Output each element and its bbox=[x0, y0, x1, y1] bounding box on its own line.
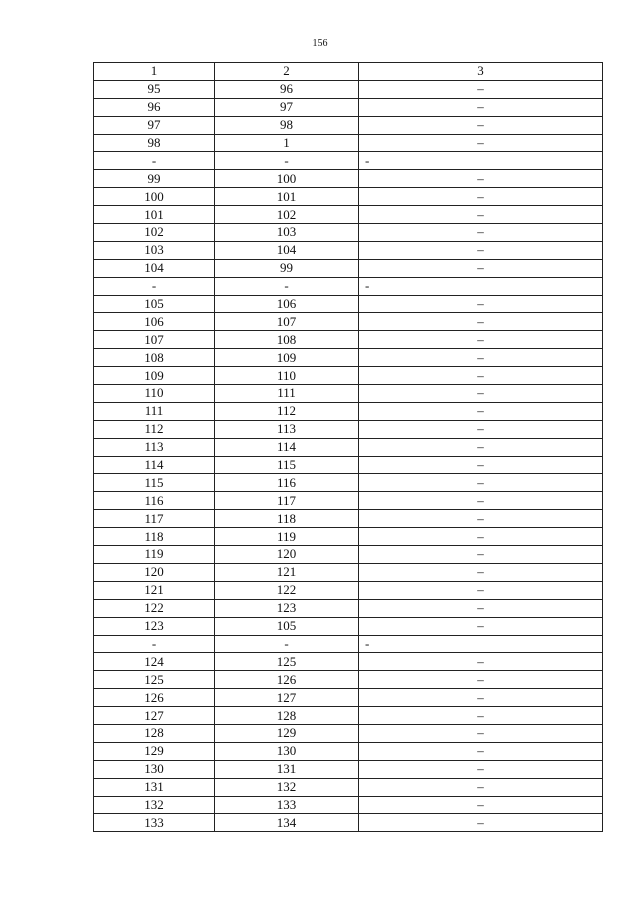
table-cell-col3: – bbox=[359, 259, 603, 277]
table-row bbox=[94, 599, 603, 617]
table-cell-col3: – bbox=[359, 224, 603, 242]
table-cell-col3: – bbox=[359, 188, 603, 206]
table-row bbox=[94, 456, 603, 474]
table-cell-col2: 120 bbox=[215, 546, 359, 564]
table-cell-col1: 131 bbox=[94, 778, 215, 796]
table-row bbox=[94, 349, 603, 367]
table-body bbox=[94, 80, 603, 831]
table-cell-col3: – bbox=[359, 796, 603, 814]
table-row bbox=[94, 188, 603, 206]
table-cell-col2: 132 bbox=[215, 778, 359, 796]
table-cell-col3: – bbox=[359, 241, 603, 259]
table-row bbox=[94, 492, 603, 510]
table-cell-col1: 96 bbox=[94, 98, 215, 116]
table-cell-col2: 105 bbox=[215, 617, 359, 635]
table-cell-col3: – bbox=[359, 313, 603, 331]
table-cell-col3: – bbox=[359, 134, 603, 152]
table-cell-col3: – bbox=[359, 528, 603, 546]
table-cell-col1: 129 bbox=[94, 742, 215, 760]
table-row bbox=[94, 385, 603, 403]
table-cell-col3: – bbox=[359, 80, 603, 98]
table-cell-col1: 132 bbox=[94, 796, 215, 814]
table-cell-col2: 128 bbox=[215, 707, 359, 725]
table-cell-col1: 114 bbox=[94, 456, 215, 474]
table-row bbox=[94, 206, 603, 224]
table-cell-col1: - bbox=[94, 277, 215, 295]
table-row bbox=[94, 742, 603, 760]
table-cell-col2: 112 bbox=[215, 402, 359, 420]
table-cell-col2: 114 bbox=[215, 438, 359, 456]
table-row bbox=[94, 796, 603, 814]
table-row bbox=[94, 671, 603, 689]
table-cell-col2: 100 bbox=[215, 170, 359, 188]
table-cell-col1: 130 bbox=[94, 760, 215, 778]
table-row bbox=[94, 224, 603, 242]
table-row bbox=[94, 581, 603, 599]
table-row bbox=[94, 420, 603, 438]
table-cell-col2: 122 bbox=[215, 581, 359, 599]
table-cell-col1: 119 bbox=[94, 546, 215, 564]
table-row bbox=[94, 367, 603, 385]
table-cell-col3: – bbox=[359, 724, 603, 742]
table-cell-col2: 102 bbox=[215, 206, 359, 224]
table-row bbox=[94, 116, 603, 134]
table-cell-col1: 99 bbox=[94, 170, 215, 188]
table-cell-col1: 104 bbox=[94, 259, 215, 277]
table-cell-col2: 99 bbox=[215, 259, 359, 277]
table-cell-col2: - bbox=[215, 635, 359, 653]
table-cell-col2: 101 bbox=[215, 188, 359, 206]
table-row bbox=[94, 707, 603, 725]
table-row bbox=[94, 563, 603, 581]
table-cell-col2: 118 bbox=[215, 510, 359, 528]
table-cell-col1: 109 bbox=[94, 367, 215, 385]
table-row bbox=[94, 313, 603, 331]
table-cell-col2: 129 bbox=[215, 724, 359, 742]
table-cell-col1: 125 bbox=[94, 671, 215, 689]
table-cell-col3: – bbox=[359, 671, 603, 689]
table-cell-col1: 118 bbox=[94, 528, 215, 546]
table-cell-col3: – bbox=[359, 456, 603, 474]
table-cell-col1: 123 bbox=[94, 617, 215, 635]
table-cell-col1: 100 bbox=[94, 188, 215, 206]
table-cell-col1: 106 bbox=[94, 313, 215, 331]
table-cell-col3: – bbox=[359, 331, 603, 349]
table-cell-col3: – bbox=[359, 653, 603, 671]
table-cell-col2: 127 bbox=[215, 689, 359, 707]
table-row bbox=[94, 778, 603, 796]
table-cell-col1: 116 bbox=[94, 492, 215, 510]
table-cell-col2: 108 bbox=[215, 331, 359, 349]
table-cell-col3: – bbox=[359, 760, 603, 778]
table-cell-col1: 120 bbox=[94, 563, 215, 581]
table-row bbox=[94, 170, 603, 188]
table-cell-col1: 113 bbox=[94, 438, 215, 456]
table-cell-col1: 105 bbox=[94, 295, 215, 313]
table-cell-col2: 107 bbox=[215, 313, 359, 331]
table-cell-col2: 131 bbox=[215, 760, 359, 778]
table-cell-col2: 115 bbox=[215, 456, 359, 474]
table-cell-col3: – bbox=[359, 385, 603, 403]
table-cell-col1: 124 bbox=[94, 653, 215, 671]
table-row bbox=[94, 295, 603, 313]
table-row bbox=[94, 98, 603, 116]
table-cell-col3: – bbox=[359, 617, 603, 635]
table-cell-col3: – bbox=[359, 420, 603, 438]
table-cell-col2: 121 bbox=[215, 563, 359, 581]
table-header-row bbox=[94, 63, 603, 81]
table-row bbox=[94, 724, 603, 742]
table-cell-col3: - bbox=[359, 152, 603, 170]
table-cell-col1: 97 bbox=[94, 116, 215, 134]
table-row bbox=[94, 277, 603, 295]
table-cell-col3: – bbox=[359, 170, 603, 188]
column-header: 2 bbox=[215, 63, 359, 81]
table-cell-col1: - bbox=[94, 152, 215, 170]
table-cell-col2: 125 bbox=[215, 653, 359, 671]
table-cell-col2: 113 bbox=[215, 420, 359, 438]
table-cell-col2: 130 bbox=[215, 742, 359, 760]
table-cell-col2: 133 bbox=[215, 796, 359, 814]
table-cell-col1: 103 bbox=[94, 241, 215, 259]
table-cell-col1: 126 bbox=[94, 689, 215, 707]
table-row bbox=[94, 438, 603, 456]
table-cell-col3: – bbox=[359, 206, 603, 224]
table-cell-col3: – bbox=[359, 402, 603, 420]
table-row bbox=[94, 635, 603, 653]
table-cell-col2: 117 bbox=[215, 492, 359, 510]
table-row bbox=[94, 528, 603, 546]
table-row bbox=[94, 80, 603, 98]
table-cell-col1: 107 bbox=[94, 331, 215, 349]
table-cell-col2: 106 bbox=[215, 295, 359, 313]
table-cell-col3: – bbox=[359, 438, 603, 456]
table-cell-col1: 111 bbox=[94, 402, 215, 420]
table-cell-col3: – bbox=[359, 492, 603, 510]
table-cell-col2: - bbox=[215, 277, 359, 295]
table-cell-col1: 112 bbox=[94, 420, 215, 438]
table-cell-col2: 116 bbox=[215, 474, 359, 492]
column-header: 1 bbox=[94, 63, 215, 81]
table-row bbox=[94, 241, 603, 259]
table-cell-col3: – bbox=[359, 510, 603, 528]
table-cell-col3: – bbox=[359, 742, 603, 760]
table-cell-col1: 115 bbox=[94, 474, 215, 492]
table-cell-col3: – bbox=[359, 98, 603, 116]
table-row bbox=[94, 331, 603, 349]
table-row bbox=[94, 546, 603, 564]
table-cell-col1: 102 bbox=[94, 224, 215, 242]
table-cell-col2: 134 bbox=[215, 814, 359, 832]
table-cell-col1: 117 bbox=[94, 510, 215, 528]
table-cell-col3: - bbox=[359, 277, 603, 295]
table-cell-col1: 101 bbox=[94, 206, 215, 224]
table-row bbox=[94, 152, 603, 170]
table-cell-col3: – bbox=[359, 546, 603, 564]
table-cell-col3: – bbox=[359, 581, 603, 599]
table-cell-col3: – bbox=[359, 295, 603, 313]
table-cell-col1: 122 bbox=[94, 599, 215, 617]
table-cell-col1: 98 bbox=[94, 134, 215, 152]
table-cell-col2: 104 bbox=[215, 241, 359, 259]
table-cell-col2: 1 bbox=[215, 134, 359, 152]
table-row bbox=[94, 814, 603, 832]
table-cell-col3: – bbox=[359, 814, 603, 832]
table-cell-col2: 126 bbox=[215, 671, 359, 689]
table-cell-col1: 133 bbox=[94, 814, 215, 832]
table-cell-col3: – bbox=[359, 563, 603, 581]
table-cell-col1: 108 bbox=[94, 349, 215, 367]
table-row bbox=[94, 617, 603, 635]
table-cell-col1: 95 bbox=[94, 80, 215, 98]
table-cell-col1: 110 bbox=[94, 385, 215, 403]
table-row bbox=[94, 760, 603, 778]
table-cell-col3: – bbox=[359, 599, 603, 617]
table-cell-col2: - bbox=[215, 152, 359, 170]
table-cell-col1: 121 bbox=[94, 581, 215, 599]
table-cell-col2: 98 bbox=[215, 116, 359, 134]
table-row bbox=[94, 510, 603, 528]
table-cell-col2: 123 bbox=[215, 599, 359, 617]
table-row bbox=[94, 259, 603, 277]
table-row bbox=[94, 402, 603, 420]
table-cell-col2: 109 bbox=[215, 349, 359, 367]
table-cell-col2: 97 bbox=[215, 98, 359, 116]
table-cell-col3: – bbox=[359, 778, 603, 796]
table-cell-col3: – bbox=[359, 367, 603, 385]
table-cell-col1: - bbox=[94, 635, 215, 653]
table-cell-col2: 119 bbox=[215, 528, 359, 546]
table-cell-col2: 110 bbox=[215, 367, 359, 385]
table-row bbox=[94, 134, 603, 152]
table-cell-col3: - bbox=[359, 635, 603, 653]
table-cell-col3: – bbox=[359, 689, 603, 707]
column-header: 3 bbox=[359, 63, 603, 81]
table-row bbox=[94, 653, 603, 671]
table-cell-col3: – bbox=[359, 349, 603, 367]
table-cell-col2: 103 bbox=[215, 224, 359, 242]
table-cell-col1: 127 bbox=[94, 707, 215, 725]
table-cell-col2: 111 bbox=[215, 385, 359, 403]
table-cell-col3: – bbox=[359, 707, 603, 725]
table-cell-col3: – bbox=[359, 116, 603, 134]
data-table bbox=[93, 62, 603, 832]
table-row bbox=[94, 689, 603, 707]
table-cell-col3: – bbox=[359, 474, 603, 492]
table-row bbox=[94, 474, 603, 492]
table-cell-col2: 96 bbox=[215, 80, 359, 98]
table-cell-col1: 128 bbox=[94, 724, 215, 742]
page-number: 156 bbox=[312, 38, 328, 49]
